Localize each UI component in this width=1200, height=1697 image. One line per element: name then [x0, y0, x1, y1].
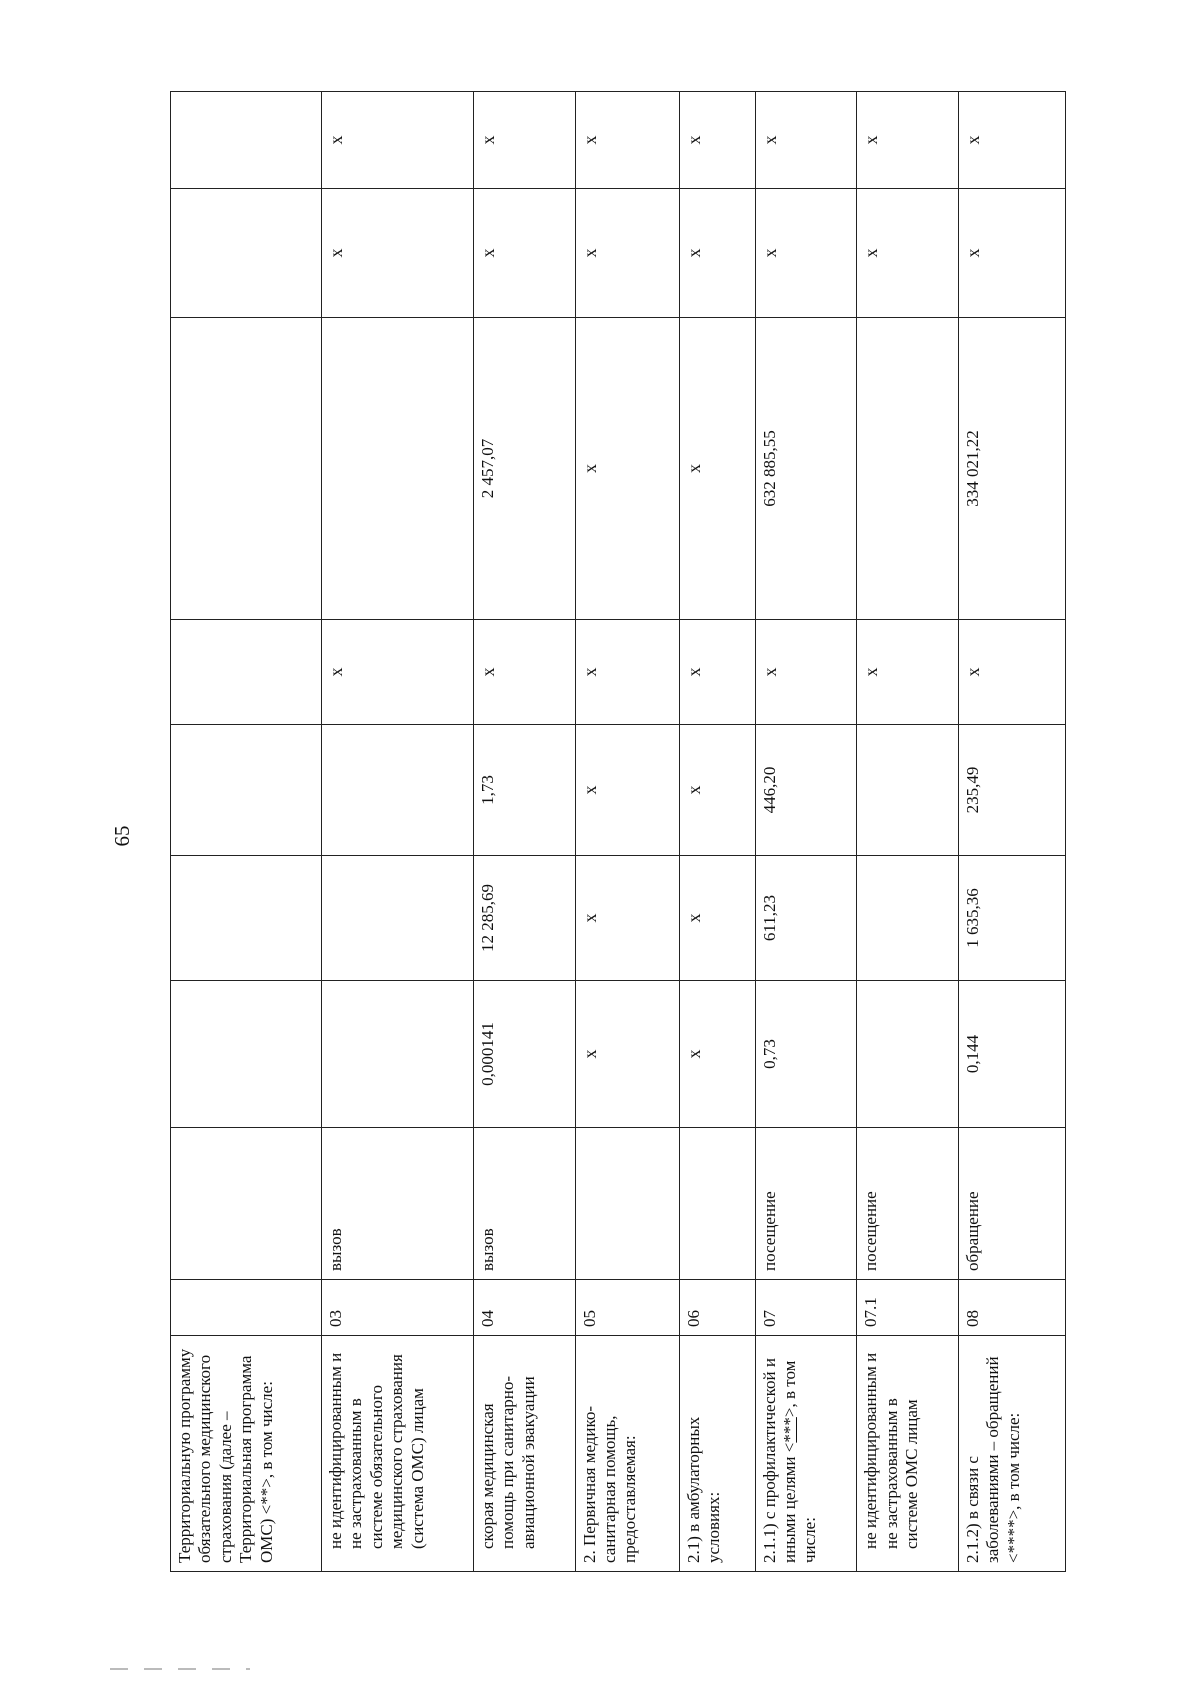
cell-c7: x — [473, 92, 575, 189]
table-row — [679, 92, 755, 1572]
row-unit: вызов — [321, 1128, 473, 1280]
cell-c5 — [171, 318, 322, 620]
cell-c6: x — [575, 189, 679, 318]
cell-c2: 12 285,69 — [473, 856, 575, 981]
cell-c5: x — [679, 318, 755, 620]
cell-c4: x — [958, 620, 1065, 725]
cell-c3: 235,49 — [958, 725, 1065, 856]
cell-c4: x — [473, 620, 575, 725]
cell-c5 — [857, 318, 959, 620]
cell-c7 — [171, 92, 322, 189]
cell-c3: 446,20 — [755, 725, 857, 856]
table-row — [473, 92, 575, 1572]
cell-c4: x — [755, 620, 857, 725]
row-name: 2.1) в амбулаторных условиях: — [679, 1336, 755, 1572]
cell-c7: x — [857, 92, 959, 189]
cell-c5: 632 885,55 — [755, 318, 857, 620]
row-name: не идентифицированным и не застрахованным в системе обязательного медицинского страхования (система ОМС) лицам — [321, 1336, 473, 1572]
row-code: 08 — [958, 1280, 1065, 1336]
row-unit: посещение — [857, 1128, 959, 1280]
cell-c4: x — [857, 620, 959, 725]
row-unit: посещение — [755, 1128, 857, 1280]
cell-c3 — [857, 725, 959, 856]
row-name: не идентифицированным и не застрахованным в системе ОМС лицам — [857, 1336, 959, 1572]
cell-c1 — [321, 981, 473, 1128]
row-name: Территориальную программу обязательного медицинского страхования (далее – Территориальная программа ОМС) <**>, в том числе: — [171, 1336, 322, 1572]
table-row — [171, 92, 322, 1572]
table-row — [857, 92, 959, 1572]
cell-c1: 0,73 — [755, 981, 857, 1128]
row-unit — [575, 1128, 679, 1280]
table-row — [321, 92, 473, 1572]
cell-c5 — [321, 318, 473, 620]
table-container — [170, 98, 1066, 1572]
cell-c2: 611,23 — [755, 856, 857, 981]
cell-c4: x — [575, 620, 679, 725]
cell-c2 — [171, 856, 322, 981]
row-code: 05 — [575, 1280, 679, 1336]
cell-c1 — [857, 981, 959, 1128]
cell-c2 — [857, 856, 959, 981]
cell-c5: 334 021,22 — [958, 318, 1065, 620]
row-code — [171, 1280, 322, 1336]
row-unit: обращение — [958, 1128, 1065, 1280]
row-code: 07 — [755, 1280, 857, 1336]
cell-c6: x — [857, 189, 959, 318]
cell-c1: 0,144 — [958, 981, 1065, 1128]
cell-c1 — [171, 981, 322, 1128]
row-code: 07.1 — [857, 1280, 959, 1336]
row-unit — [679, 1128, 755, 1280]
cell-c5: 2 457,07 — [473, 318, 575, 620]
cell-c6 — [171, 189, 322, 318]
table-row — [755, 92, 857, 1572]
cell-c1: 0,000141 — [473, 981, 575, 1128]
row-code: 03 — [321, 1280, 473, 1336]
cell-c6: x — [679, 189, 755, 318]
cell-c2 — [321, 856, 473, 981]
cell-c7: x — [958, 92, 1065, 189]
row-name: 2. Первичная медико-санитарная помощь, предоставляемая: — [575, 1336, 679, 1572]
cell-c7: x — [755, 92, 857, 189]
row-name — [755, 1336, 857, 1572]
cell-c6: x — [755, 189, 857, 318]
row-code: 04 — [473, 1280, 575, 1336]
cell-c4 — [171, 620, 322, 725]
row-unit: вызов — [473, 1128, 575, 1280]
data-table — [170, 91, 1066, 1572]
cell-c4: x — [679, 620, 755, 725]
cell-c6: x — [958, 189, 1065, 318]
row-unit — [171, 1128, 322, 1280]
cell-c6: x — [473, 189, 575, 318]
cell-c5: x — [575, 318, 679, 620]
row-name-part-underlined: *** — [779, 1417, 799, 1443]
row-name-part: 2.1.1) с профилактической и иными целями < — [759, 1358, 799, 1563]
cell-c3 — [321, 725, 473, 856]
row-name: 2.1.2) в связи с заболеваниями – обращений <****>, в том числе: — [958, 1336, 1065, 1572]
cell-c7: x — [575, 92, 679, 189]
scan-artifact — [110, 1668, 250, 1670]
table-row — [575, 92, 679, 1572]
cell-c2: x — [575, 856, 679, 981]
cell-c3: x — [679, 725, 755, 856]
cell-c7: x — [679, 92, 755, 189]
cell-c7: x — [321, 92, 473, 189]
cell-c1: x — [679, 981, 755, 1128]
row-name: скорая медицинская помощь при санитарно-авиационной эвакуации — [473, 1336, 575, 1572]
cell-c3: x — [575, 725, 679, 856]
row-name-part: >, в том числе: — [779, 1360, 820, 1563]
cell-c2: x — [679, 856, 755, 981]
cell-c1: x — [575, 981, 679, 1128]
cell-c3: 1,73 — [473, 725, 575, 856]
cell-c3 — [171, 725, 322, 856]
cell-c4: x — [321, 620, 473, 725]
row-code: 06 — [679, 1280, 755, 1336]
page-number: 65 — [110, 825, 134, 847]
cell-c2: 1 635,36 — [958, 856, 1065, 981]
cell-c6: x — [321, 189, 473, 318]
table-row — [958, 92, 1065, 1572]
